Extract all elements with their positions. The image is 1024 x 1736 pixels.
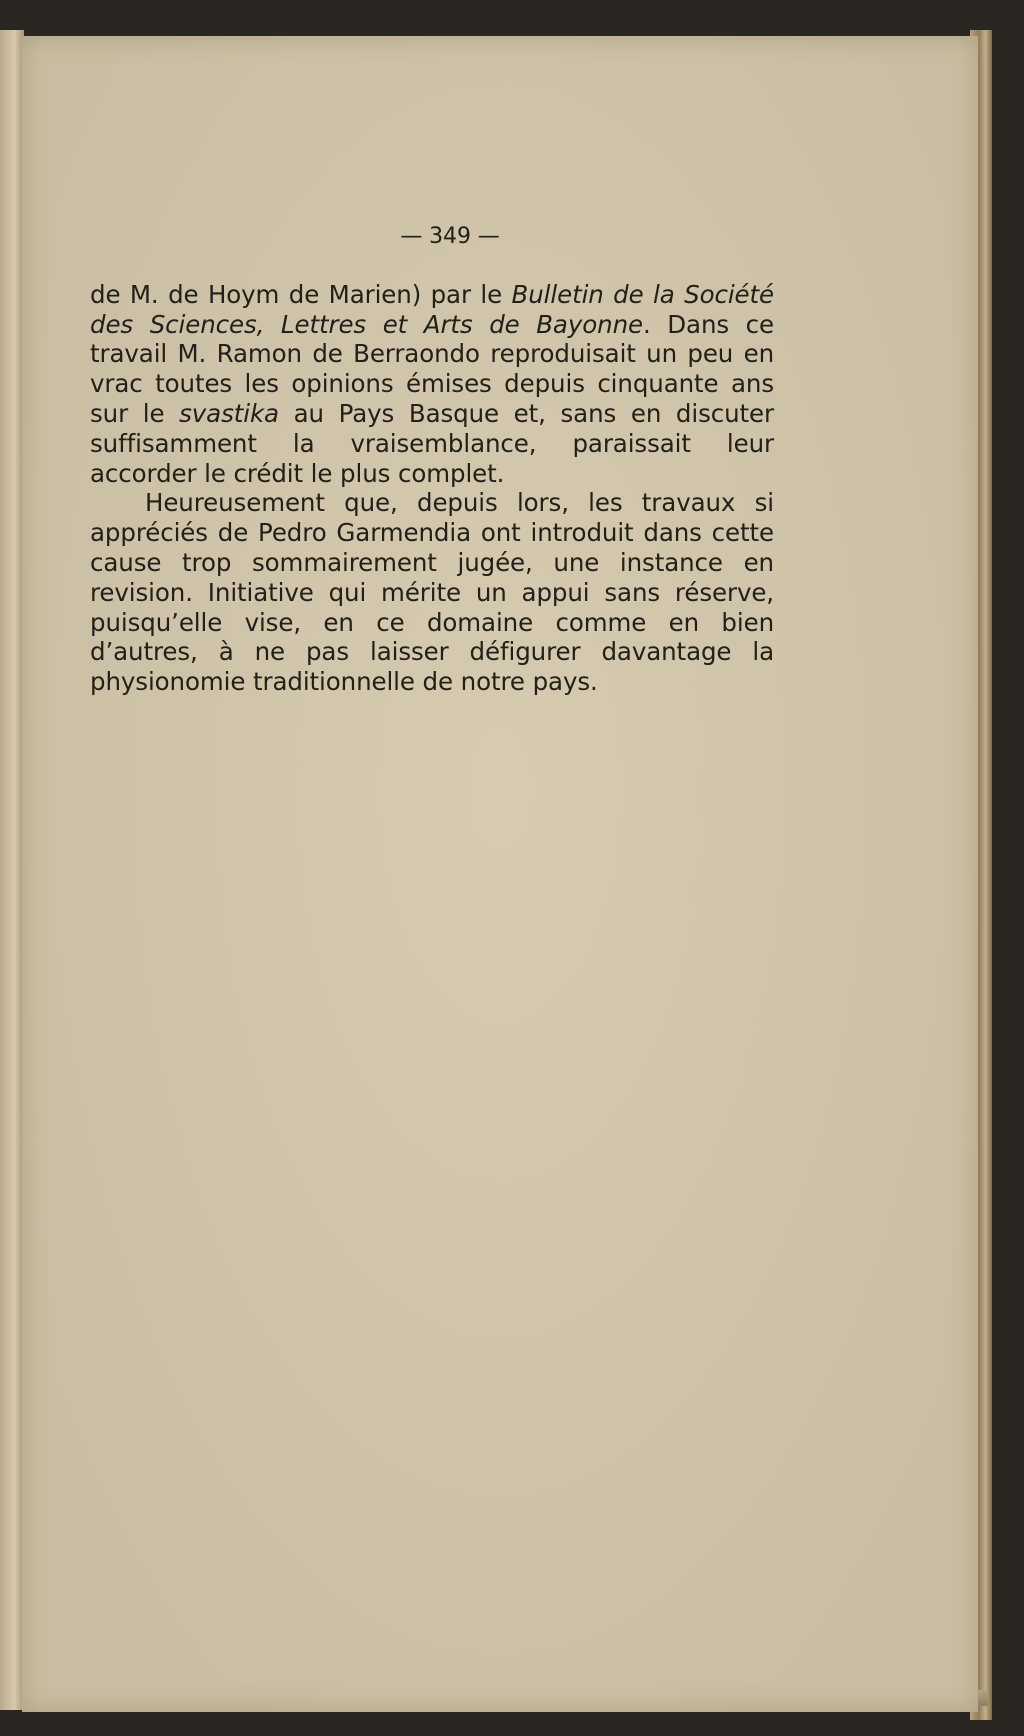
svastika-term: svastika (179, 398, 279, 428)
paragraph-1-tail: au Pays Basque et, sans en discuter suffisamment la vraisemblance, paraissait leur accorder le crédit le plus complet. (90, 398, 774, 488)
left-page-edge (0, 30, 24, 1710)
paragraph-2: Heureusement que, depuis lors, les travaux si appréciés de Pedro Garmendia ont introduit dans cette cause trop sommairement jugée, une instance en revision. Initiative qui mérite un appui sans réserve, puisqu’elle vise, en ce domaine comme en bien d’autres, à ne pas laisser défigurer davantage la physionomie traditionnelle de notre pays. (90, 488, 774, 697)
page-number: — 349 — (400, 224, 500, 249)
page-text (90, 222, 774, 697)
paragraph-1-mid: . Dans ce travail M. Ramon de Berraondo reproduisait un peu en vrac toutes les opinions émises depuis cinquante ans sur le (90, 309, 774, 428)
paragraph-1 (90, 280, 774, 489)
journal-title: Bulletin de la Société des Sciences, Lettres et Arts de Bayonne (90, 279, 774, 339)
paragraph-1-lead: de M. de Hoym de Marien) par le (90, 279, 512, 309)
